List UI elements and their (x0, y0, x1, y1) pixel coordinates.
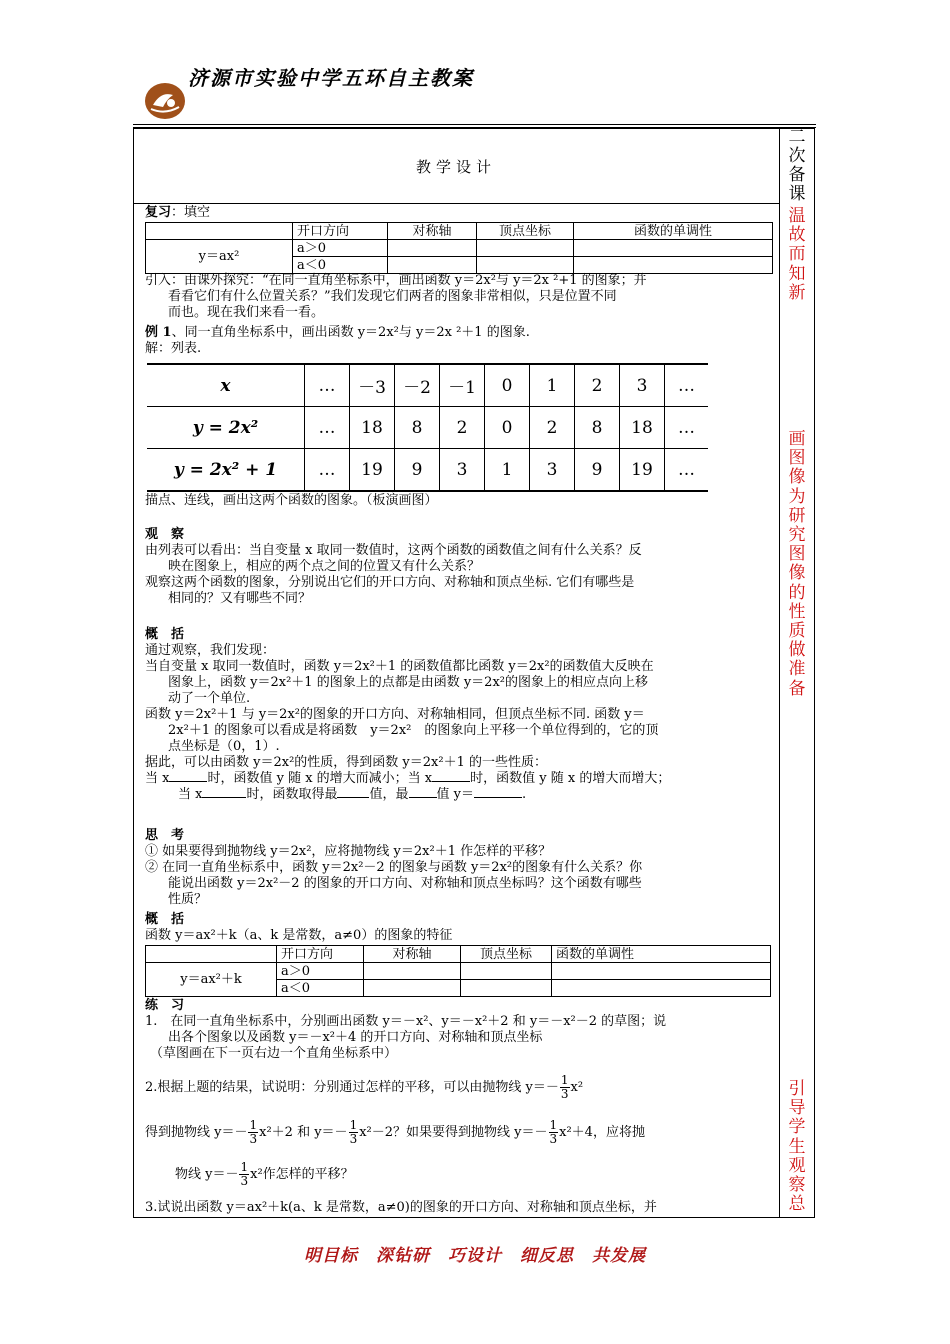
school-logo-icon (143, 81, 187, 121)
fraction: $\frac{1}{3}$ (349, 1118, 358, 1146)
table-row: 开口方向 对称轴 顶点坐标 函数的单调性 (146, 223, 773, 240)
side-note-observe: 引导学生观察总 (788, 1079, 806, 1215)
table-row: y＝ax² a＞0 (146, 240, 773, 257)
table-row: a＜0 (146, 257, 773, 274)
intro-paragraph: 引入：由课外探究：“在同一直角坐标系中，画出函数 y＝2x²与 y＝2x ²+1 的图象；并 看看它们有什么位置关系？”我们发现它们两者的图象非常相似，只是位置不同 而也。现在我们来看一看。 (145, 273, 647, 320)
table-row: a＜0 (146, 980, 771, 997)
values-table (147, 363, 708, 492)
practice-section: 练 习 1. 在同一直角坐标系中，分别画出函数 y＝－x²、y＝－x²＋2 和 y＝－x²－2 的草图；说 出各个图象以及函数 y＝－x²＋4 的开口方向、对称轴和顶点坐标 （草图画在下一页右边一个直角坐标系中） (145, 998, 667, 1061)
fill-in-line-2: 当 x 时，函数取得最 值，最 值 y＝ . (178, 787, 527, 802)
review-heading: 复习：填空 (145, 205, 211, 220)
table-row: y = 2x² … 18 8 2 0 2 8 18 … (147, 407, 708, 449)
table-row: y = 2x² + 1 … 19 9 3 1 3 9 19 … (147, 449, 708, 492)
think-section: 思 考 ① 如果要得到抛物线 y＝2x²，应将抛物线 y＝2x²＋1 作怎样的平移？ ② 在同一直角坐标系中，函数 y＝2x²－2 的图象与函数 y＝2x²的图象有什么关系？你 能说出函数 y＝2x²－2 的图象的开口方向、对称轴和顶点坐标吗？这个函数有哪些 性质？ (145, 828, 643, 907)
practice-q2: 2.根据上题的结果，试说明：分别通过怎样的平移，可以由抛物线 y＝－ $\frac{1}{3}$ x² (145, 1073, 584, 1101)
fraction: $\frac{1}{3}$ (549, 1118, 558, 1146)
school-title: 济源市实验中学五环自主教案 (188, 66, 474, 90)
column-divider (779, 128, 780, 1218)
plot-instruction: 描点、连线，画出这两个函数的图象。（板演画图） (145, 493, 438, 508)
practice-q2-line2: 得到抛物线 y＝－ $\frac{1}{3}$ x²＋2 和 y＝－ $\frac{1}{3}$ x²－2？如果要得到抛物线 y＝－ $\frac{1}{3}$ x²＋4，应将抛 (145, 1118, 645, 1146)
header-rule (133, 124, 816, 125)
fraction: $\frac{1}{3}$ (560, 1073, 569, 1101)
footer-motto: 明目标 深钻研 巧设计 细反思 共发展 (304, 1246, 646, 1266)
fill-in-line-1: 当 x 时，函数值 y 随 x 的增大而减小；当 x 时，函数值 y 随 x 的增大而增大； (145, 771, 671, 786)
side-note-second-prep: 二次备课 (788, 127, 806, 204)
table-row: 开口方向 对称轴 顶点坐标 函数的单调性 (146, 946, 771, 963)
review-table (145, 222, 773, 274)
observe-section: 观 察 由列表可以看出：当自变量 x 取同一数值时，这两个函数的函数值之间有什么关系？反 映在图象上，相应的两个点之间的位置又有什么关系？ 观察这两个函数的图象，分别说出它们的开口方向、对称轴和顶点坐标. 它们有哪些是 相同的？又有哪些不同？ (145, 527, 642, 606)
side-note-review: 温故而知新 (788, 206, 806, 303)
section-title: 教学设计 (415, 158, 496, 176)
features-table (145, 945, 771, 997)
table-row: y＝ax²＋k a＞0 (146, 963, 771, 980)
side-note-draw: 画图像为研究图像的性质做准备 (788, 429, 806, 699)
summary-2-section: 概 括 函数 y＝ax²＋k（a、k 是常数，a≠0）的图象的特征 (145, 912, 453, 943)
example-1: 例 1、同一直角坐标系中，画出函数 y＝2x²与 y＝2x ²＋1 的图象. 解：列表. (145, 325, 530, 356)
fraction: $\frac{1}{3}$ (249, 1118, 258, 1146)
fraction: $\frac{1}{3}$ (240, 1160, 249, 1188)
practice-q2-line3: 物线 y＝－ $\frac{1}{3}$ x²作怎样的平移？ (175, 1160, 354, 1188)
summary-section: 概 括 通过观察，我们发现： 当自变量 x 取同一数值时，函数 y＝2x²＋1 的函数值都比函数 y＝2x²的函数值大反映在 图象上，函数 y＝2x²＋1 的图象上的点都是由函数 y＝2x²的图象上的相应点向上移 动了一个单位. 函数 y＝2x²＋1 与 y＝2x²的图象的开口方向、对称轴相同，但顶点坐标不同. 函数 y＝ 2x²＋1 的图象可以看成是将函数 y＝2x² 的图象向上平移一个单位得到的，它的顶 点坐标是（0，1）. 据此，可以由函数 y＝2x²的性质，得到函数 y＝2x²＋1 的一些性质： 当 x 时，函数值 y 随 x 的增大而减小；当 x 时，函数值 y 随 x 的增大而增大； 当 x 时，函数取得最 值，最 值 y＝ . (145, 627, 773, 803)
practice-q3: 3.试说出函数 y＝ax²＋k(a、k 是常数，a≠0)的图象的开口方向、对称轴和顶点坐标，并 (145, 1200, 657, 1215)
table-row: x … －3 －2 －1 0 1 2 3 … (147, 364, 708, 407)
